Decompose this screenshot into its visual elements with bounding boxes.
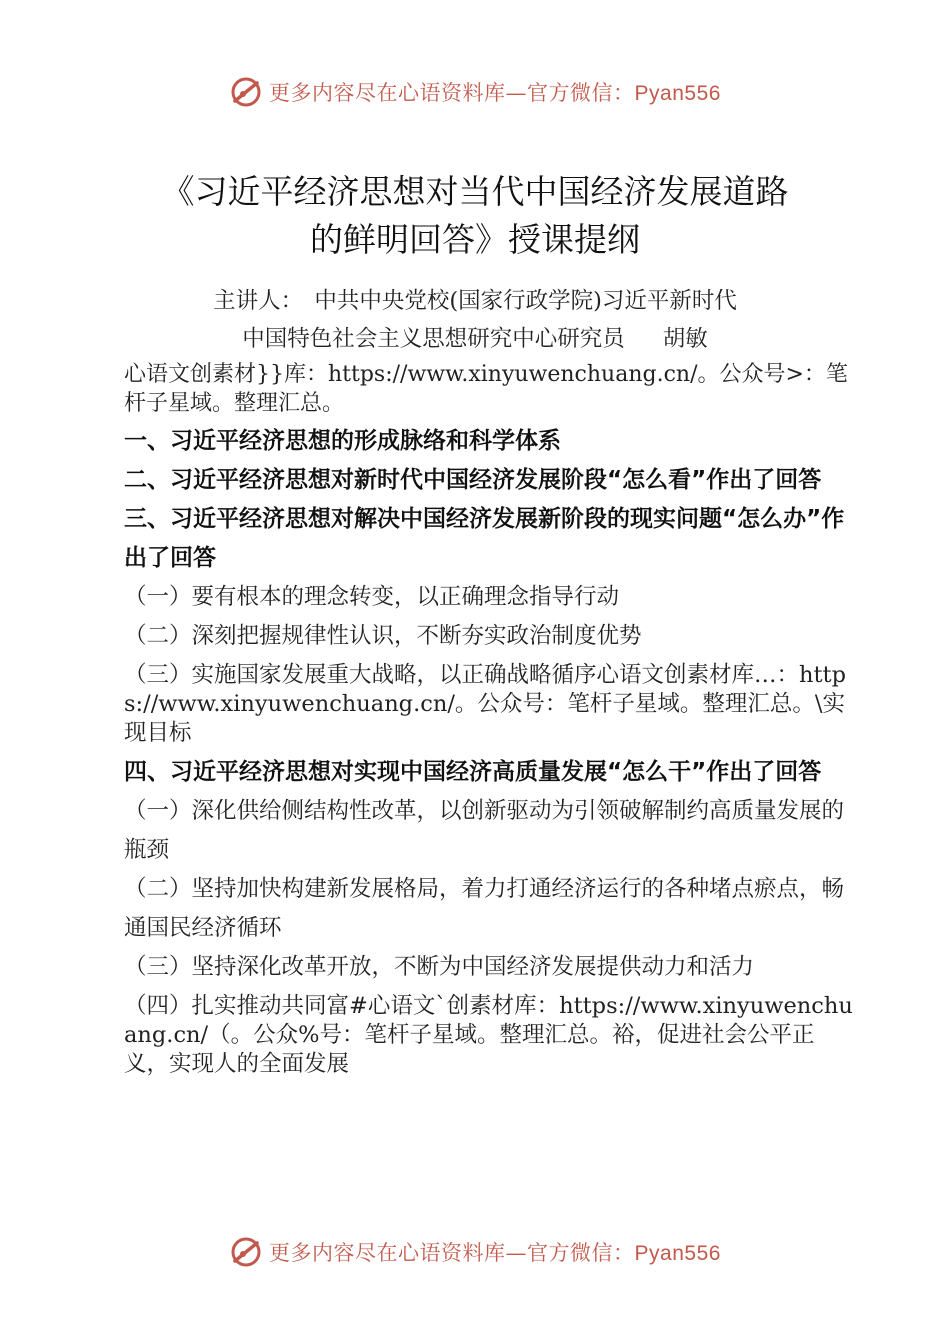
section-3-item-1: （一）要有根本的理念转变，以正确理念指导行动 <box>124 584 620 610</box>
section-4-item-1: （一）深化供给侧结构性改革，以创新驱动为引领破解制约高质量发展的瓶颈 <box>124 798 845 863</box>
title-line-2: 的鲜明回答》授课提纲 <box>310 220 640 259</box>
source-note: 心语文创素材}}库：https://www.xinyuwenchuang.cn/。公众号>：笔杆子星域。整理汇总。 <box>124 362 848 416</box>
outline-body <box>124 360 854 1084</box>
presenter-info <box>60 282 890 358</box>
section-1-heading: 一、习近平经济思想的形成脉络和科学体系 <box>124 428 561 454</box>
brand-logo-icon <box>229 75 263 109</box>
footer-watermark <box>0 1232 950 1272</box>
watermark-text: 更多内容尽在心语资料库—官方微信：Pyan556 <box>269 1241 721 1265</box>
presenter-line-2: 中国特色社会主义思想研究中心研究员 胡敏 <box>242 326 708 352</box>
section-4-heading: 四、习近平经济思想对实现中国经济高质量发展“怎么干”作出了回答 <box>124 759 822 785</box>
section-4-item-4: （四）扎实推动共同富#心语文`创素材库：https://www.xinyuwenchuang.cn/（。公众%号：笔杆子星域。整理汇总。裕，促进社会公平正义，实现人的全面发展 <box>124 993 853 1077</box>
section-2-heading: 二、习近平经济思想对新时代中国经济发展阶段“怎么看”作出了回答 <box>124 467 822 493</box>
section-3-item-3: （三）实施国家发展重大战略，以正确战略循序心语文创素材库…：https://www.xinyuwenchuang.cn/。公众号：笔杆子星域。整理汇总。\实现目标 <box>124 662 846 746</box>
presenter-line-1: 主讲人： 中共中央党校(国家行政学院)习近平新时代 <box>213 288 737 314</box>
section-3-item-2: （二）深刻把握规律性认识，不断夯实政治制度优势 <box>124 623 642 649</box>
section-4-item-2: （二）坚持加快构建新发展格局，着力打通经济运行的各种堵点瘀点，畅通国民经济循环 <box>124 876 845 941</box>
section-3-heading: 三、习近平经济思想对解决中国经济发展新阶段的现实问题“怎么办”作出了回答 <box>124 506 845 571</box>
brand-logo-icon <box>229 1235 263 1269</box>
header-watermark <box>0 72 950 112</box>
presenter-name: 胡敏 <box>662 326 708 352</box>
document-title <box>60 168 890 264</box>
title-line-1: 《习近平经济思想对当代中国经济发展道路 <box>161 172 789 211</box>
section-4-item-3: （三）坚持深化改革开放，不断为中国经济发展提供动力和活力 <box>124 954 755 980</box>
watermark-text: 更多内容尽在心语资料库—官方微信：Pyan556 <box>269 81 721 105</box>
